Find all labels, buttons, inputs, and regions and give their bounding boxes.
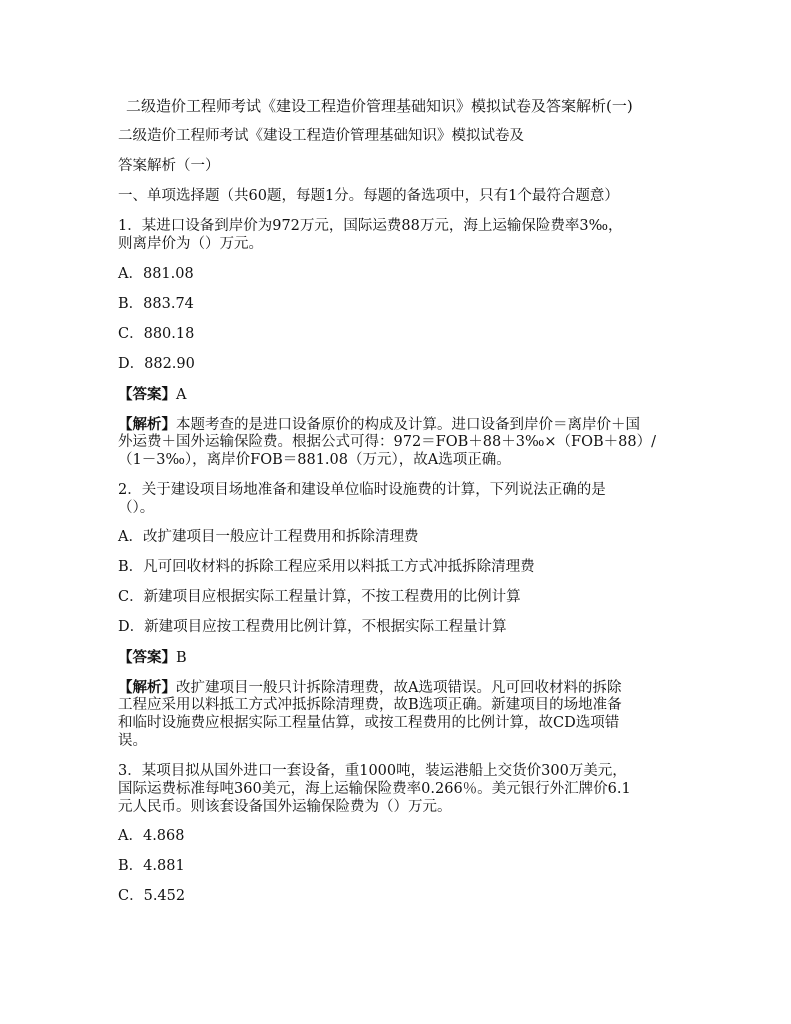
q2-analysis-tag: 【解析】 [118,679,176,696]
q2-option-b: B．凡可回收材料的拆除工程应采用以料抵工方式冲抵拆除清理费 [118,559,535,575]
q2-analysis-line-4: 误。 [118,733,147,749]
q2-stem-line-2: （）。 [118,500,155,516]
section-heading: 一、单项选择题（共60题，每题1分。每题的备选项中，只有1个最符合题意） [118,188,619,204]
q1-option-a: A．881.08 [118,266,194,282]
q3-option-a: A．4.868 [118,828,185,844]
q2-answer [118,648,187,668]
q2-option-a: A．改扩建项目一般应计工程费用和拆除清理费 [118,529,419,545]
q2-option-c: C．新建项目应根据实际工程量计算，不按工程费用的比例计算 [118,589,521,605]
q2-answer-value: B [176,650,187,666]
q2-option-d: D．新建项目应按工程费用比例计算，不根据实际工程量计算 [118,619,507,635]
q1-analysis-text-1: 本题考查的是进口设备原价的构成及计算。进口设备到岸价＝离岸价＋国 [176,417,640,433]
q3-stem-line-2: 国际运费标准每吨360美元，海上运输保险费率0.266％。美元银行外汇牌价6.1 [118,781,631,797]
q1-analysis-line-1 [118,415,640,435]
q1-analysis-tag: 【解析】 [118,416,176,433]
heading-line-2: 答案解析（一） [118,158,220,174]
q1-option-c: C．880.18 [118,326,195,342]
q2-analysis-line-2: 工程应采用以料抵工方式冲抵拆除清理费，故B选项正确。新建项目的场地准备 [118,697,622,713]
q1-option-b: B．883.74 [118,296,194,312]
q3-stem-line-3: 元人民币。则该套设备国外运输保险费为（）万元。 [118,799,452,815]
q1-stem-line-1: 1．某进口设备到岸价为972万元，国际运费88万元，海上运输保险费率3‰， [118,218,623,234]
q1-answer [118,385,186,405]
document-title: 二级造价工程师考试《建设工程造价管理基础知识》模拟试卷及答案解析(一) [126,97,633,115]
q1-analysis-line-3: （1－3‰），离岸价FOB＝881.08（万元），故A选项正确。 [118,452,511,468]
q1-option-d: D．882.90 [118,356,195,372]
q1-analysis-line-2: 外运费＋国外运输保险费。根据公式可得：972＝FOB＋88＋3‰×（FOB＋88）/ [118,434,656,450]
q3-option-b: B．4.881 [118,858,185,874]
q3-option-c: C．5.452 [118,888,186,904]
q2-answer-tag: 【答案】 [118,649,176,666]
q1-stem-line-2: 则离岸价为（）万元。 [118,236,263,252]
q2-stem-line-1: 2．关于建设项目场地准备和建设单位临时设施费的计算，下列说法正确的是 [118,482,606,498]
q1-answer-value: A [176,387,187,403]
q2-analysis-line-1 [118,678,621,698]
heading-line-1: 二级造价工程师考试《建设工程造价管理基础知识》模拟试卷及 [118,128,524,144]
q2-analysis-line-3: 和临时设施费应根据实际工程量估算，或按工程费用的比例计算，故CD选项错 [118,715,620,731]
q2-analysis-text-1: 改扩建项目一般只计拆除清理费，故A选项错误。凡可回收材料的拆除 [176,680,622,696]
q1-answer-tag: 【答案】 [118,386,176,403]
q3-stem-line-1: 3．某项目拟从国外进口一套设备，重1000吨，装运港船上交货价300万美元， [118,763,627,779]
